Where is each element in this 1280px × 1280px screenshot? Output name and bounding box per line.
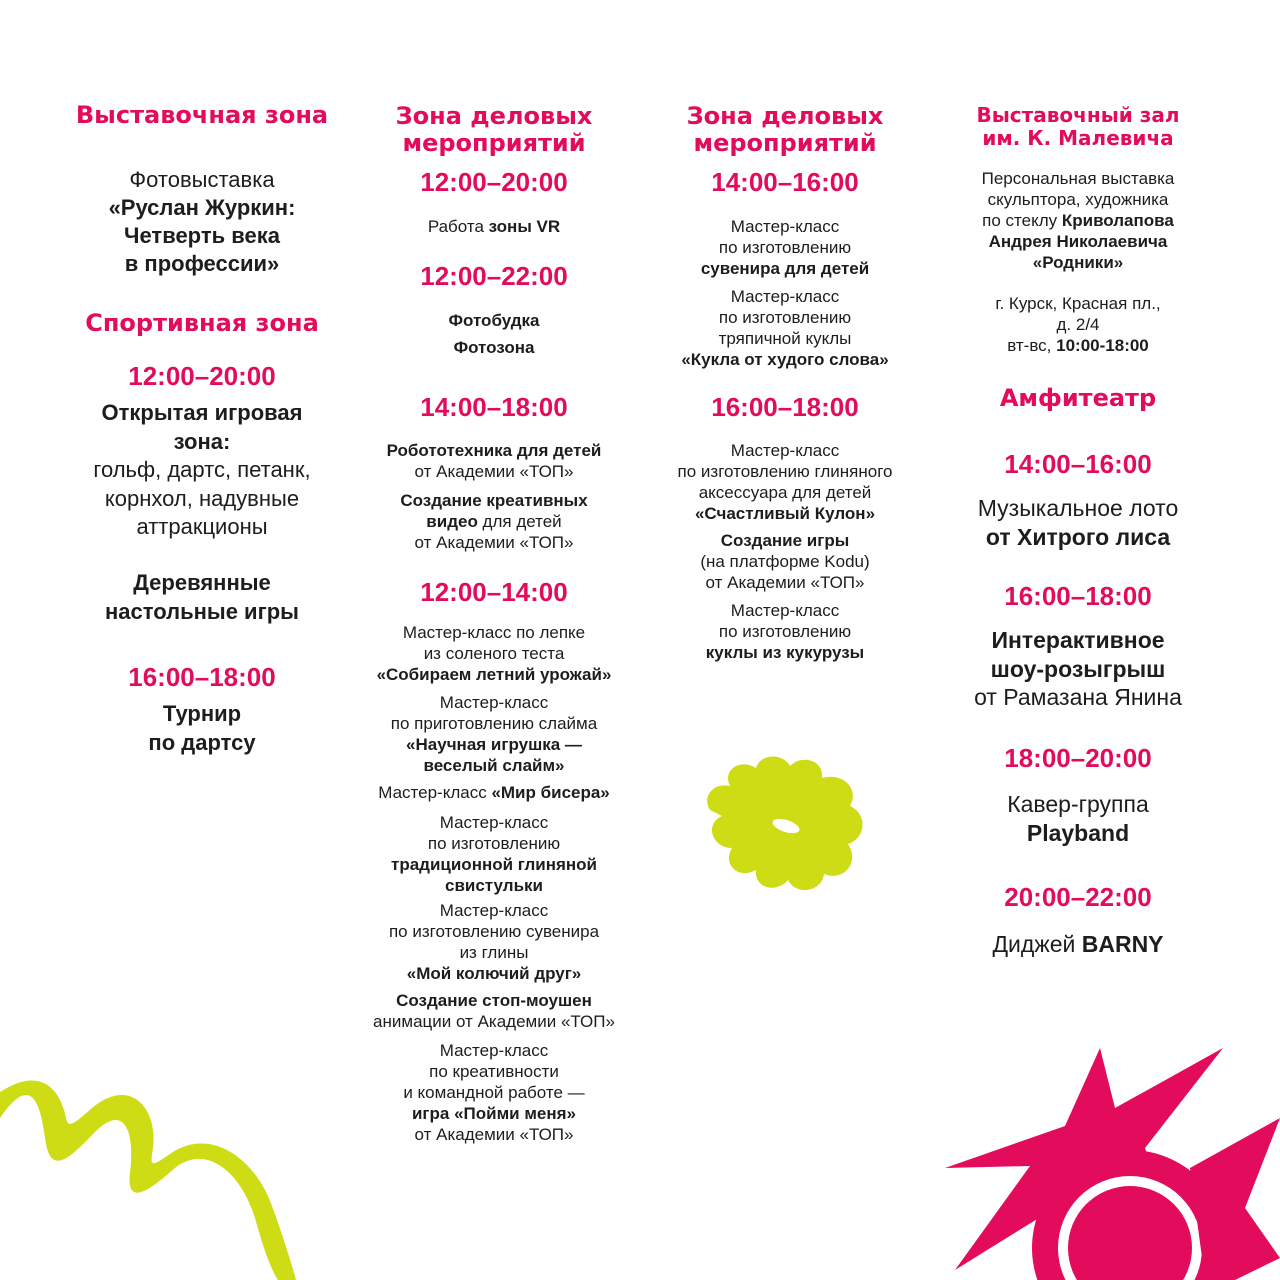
section-title-exhibition: Выставочная зона xyxy=(75,101,329,129)
souv-line1: Мастер-класс xyxy=(439,901,549,920)
photo-line2: «Руслан Журкин: xyxy=(108,195,296,220)
team-line3: и командной работе — xyxy=(403,1083,585,1102)
acc-bold: «Счастливый Кулон» xyxy=(694,504,876,523)
slime-bold1: «Научная игрушка — xyxy=(406,735,582,754)
photo-line4: в профессии» xyxy=(124,251,280,276)
souv-bold: «Мой колючий друг» xyxy=(406,964,582,983)
clay-pendant-class xyxy=(635,440,935,524)
time-slot: 20:00–22:00 xyxy=(1004,882,1152,912)
whistle-bold1: традиционной глиняной xyxy=(391,855,597,874)
cover-line1: Кавер-группа xyxy=(1007,791,1149,817)
time-slot: 14:00–18:00 xyxy=(420,392,568,422)
beads-bold: «Мир бисера» xyxy=(491,783,610,802)
hours-bold: 10:00-18:00 xyxy=(1056,336,1149,355)
souv-line2: по изготовлению сувенира xyxy=(388,922,600,941)
title-line1: Зона деловых xyxy=(395,102,593,130)
game-line5: аттракционы xyxy=(136,514,268,539)
beads-class xyxy=(344,782,644,803)
time-slot: 14:00–16:00 xyxy=(711,167,859,197)
slime-bold2: веселый слайм» xyxy=(423,756,565,775)
corn-doll-class xyxy=(635,600,935,663)
kid-bold: сувенира для детей xyxy=(700,259,870,278)
time-slot: 12:00–14:00 xyxy=(420,577,568,607)
corn-line1: Мастер-класс xyxy=(730,601,840,620)
title-line1: Выставочный зал xyxy=(976,103,1180,127)
exh-line3-bold: Криволапова xyxy=(1061,211,1174,230)
section-title-business xyxy=(635,103,935,157)
address xyxy=(928,293,1228,356)
acc-line1: Мастер-класс xyxy=(730,441,840,460)
vr-plain: Работа xyxy=(427,217,489,236)
team-line1: Мастер-класс xyxy=(439,1041,549,1060)
wood-line1: Деревянные xyxy=(133,570,271,595)
title-line2: мероприятий xyxy=(693,129,877,157)
salt-dough-class xyxy=(344,622,644,685)
teamwork-class xyxy=(344,1040,644,1145)
game-line3: гольф, дартс, петанк, xyxy=(93,457,311,482)
whistle-line1: Мастер-класс xyxy=(439,813,549,832)
clay-souvenir-class xyxy=(344,900,644,984)
whistle-line2: по изготовлению xyxy=(427,834,561,853)
whistle-class xyxy=(344,812,644,896)
addr-line1: г. Курск, Красная пл., xyxy=(995,294,1161,313)
cover-bold: Playband xyxy=(1026,819,1130,846)
kid-line1: Мастер-класс xyxy=(730,217,840,236)
photo-line1: Фотовыставка xyxy=(129,167,275,192)
squiggle-icon xyxy=(0,1078,300,1280)
section-title-business xyxy=(344,103,644,157)
photozone: Фотозона xyxy=(453,338,535,357)
time-slot: 16:00–18:00 xyxy=(128,662,276,692)
time-slot: 18:00–20:00 xyxy=(1004,743,1152,773)
exh-line5: «Родники» xyxy=(1032,253,1124,272)
dj-plain: Диджей xyxy=(992,931,1082,957)
rag-doll-class xyxy=(635,286,935,370)
robo-plain: от Академии «ТОП» xyxy=(414,462,574,481)
exh-line3-plain: по стеклу xyxy=(982,211,1062,230)
time-slot: 12:00–20:00 xyxy=(420,167,568,197)
game-line2: (на платформе Kodu) xyxy=(700,552,870,571)
game-line3: от Академии «ТОП» xyxy=(705,573,865,592)
photobooth: Фотобудка xyxy=(448,311,540,330)
acc-line3: аксессуара для детей xyxy=(698,483,872,502)
open-game-zone xyxy=(52,399,352,542)
corn-line2: по изготовлению xyxy=(718,622,852,641)
game-line2: зона: xyxy=(173,428,231,454)
corn-bold: куклы из кукурузы xyxy=(705,643,865,662)
music-lotto xyxy=(928,494,1228,551)
title-line2: мероприятий xyxy=(402,129,586,157)
dj-set xyxy=(928,930,1228,959)
section-title-malevich-hall xyxy=(928,104,1228,150)
acc-line2: по изготовлению глиняного xyxy=(677,462,893,481)
addr-line2: д. 2/4 xyxy=(1056,315,1100,334)
darts-line2: по дартсу xyxy=(148,729,256,755)
interactive-show xyxy=(928,626,1228,712)
rag-bold: «Кукла от худого слова» xyxy=(681,350,889,369)
wooden-board-games xyxy=(52,569,352,626)
wood-line2: настольные игры xyxy=(105,598,299,624)
sun-icon xyxy=(945,1048,1280,1280)
lotto-bold: от Хитрого лиса xyxy=(985,523,1171,550)
game-line1: Открытая игровая xyxy=(101,400,303,425)
slime-line1: Мастер-класс xyxy=(439,693,549,712)
time-slot: 14:00–16:00 xyxy=(1004,449,1152,479)
video-bold1: Создание креативных xyxy=(400,491,588,510)
title-line2: им. К. Малевича xyxy=(982,126,1174,150)
photo-exhibition xyxy=(52,166,352,278)
time-slot: 16:00–18:00 xyxy=(1004,581,1152,611)
rag-line3: тряпичной куклы xyxy=(718,329,852,348)
creative-video xyxy=(344,490,644,553)
souv-line3: из глины xyxy=(459,943,529,962)
team-line2: по креативности xyxy=(429,1062,559,1081)
video-plain3: от Академии «ТОП» xyxy=(414,533,574,552)
time-slot: 12:00–20:00 xyxy=(128,361,276,391)
clay-line1: Мастер-класс по лепке xyxy=(402,623,586,642)
darts-line1: Турнир xyxy=(162,701,242,726)
lotto-line1: Музыкальное лото xyxy=(977,495,1179,521)
vr-bold: зоны VR xyxy=(488,217,561,236)
stop-plain: анимации от Академии «ТОП» xyxy=(373,1012,615,1031)
personal-exhibition xyxy=(928,168,1228,273)
beads-plain: Мастер-класс xyxy=(378,783,492,802)
cover-band xyxy=(928,790,1228,847)
time-slot: 12:00–22:00 xyxy=(420,261,568,291)
vr-zone xyxy=(344,216,644,237)
title-line1: Зона деловых xyxy=(686,102,884,130)
team-bold: игра «Пойми меня» xyxy=(411,1104,577,1123)
show-line3: от Рамазана Янина xyxy=(974,684,1182,710)
game-line4: корнхол, надувные xyxy=(104,485,300,511)
hours-plain: вт-вс, xyxy=(1007,336,1057,355)
exh-line4: Андрея Николаевича xyxy=(988,232,1168,251)
kid-line2: по изготовлению xyxy=(718,238,852,257)
whistle-bold2: свистульки xyxy=(445,876,543,895)
team-line4: от Академии «ТОП» xyxy=(414,1125,574,1144)
rag-line2: по изготовлению xyxy=(718,308,852,327)
clay-line2: из соленого теста xyxy=(423,644,565,663)
flower-icon xyxy=(700,752,870,892)
robotics-for-kids xyxy=(344,440,644,482)
video-plain2: для детей xyxy=(477,512,562,531)
video-bold2: видео xyxy=(426,512,478,531)
exh-line1: Персональная выставка xyxy=(981,169,1175,188)
stop-motion xyxy=(344,990,644,1032)
section-title-amphitheater: Амфитеатр xyxy=(999,384,1157,412)
slime-class xyxy=(344,692,644,776)
time-slot: 16:00–18:00 xyxy=(711,392,859,422)
game-bold: Создание игры xyxy=(720,531,850,550)
exh-line2: скульптора, художника xyxy=(987,190,1169,209)
kids-souvenir-class xyxy=(635,216,935,279)
robo-bold: Робототехника для детей xyxy=(386,441,602,460)
slime-line2: по приготовлению слайма xyxy=(390,714,598,733)
game-creation xyxy=(635,530,935,593)
rag-line1: Мастер-класс xyxy=(730,287,840,306)
show-bold2: шоу-розыгрыш xyxy=(990,655,1166,682)
photo-line3: Четверть века xyxy=(124,223,280,248)
darts-tournament xyxy=(52,700,352,757)
show-bold1: Интерактивное xyxy=(991,627,1165,653)
stop-bold: Создание стоп-моушен xyxy=(396,991,592,1010)
dj-bold: BARNY xyxy=(1081,931,1164,957)
section-title-sport: Спортивная зона xyxy=(85,309,319,337)
clay-bold: «Собираем летний урожай» xyxy=(376,665,612,684)
